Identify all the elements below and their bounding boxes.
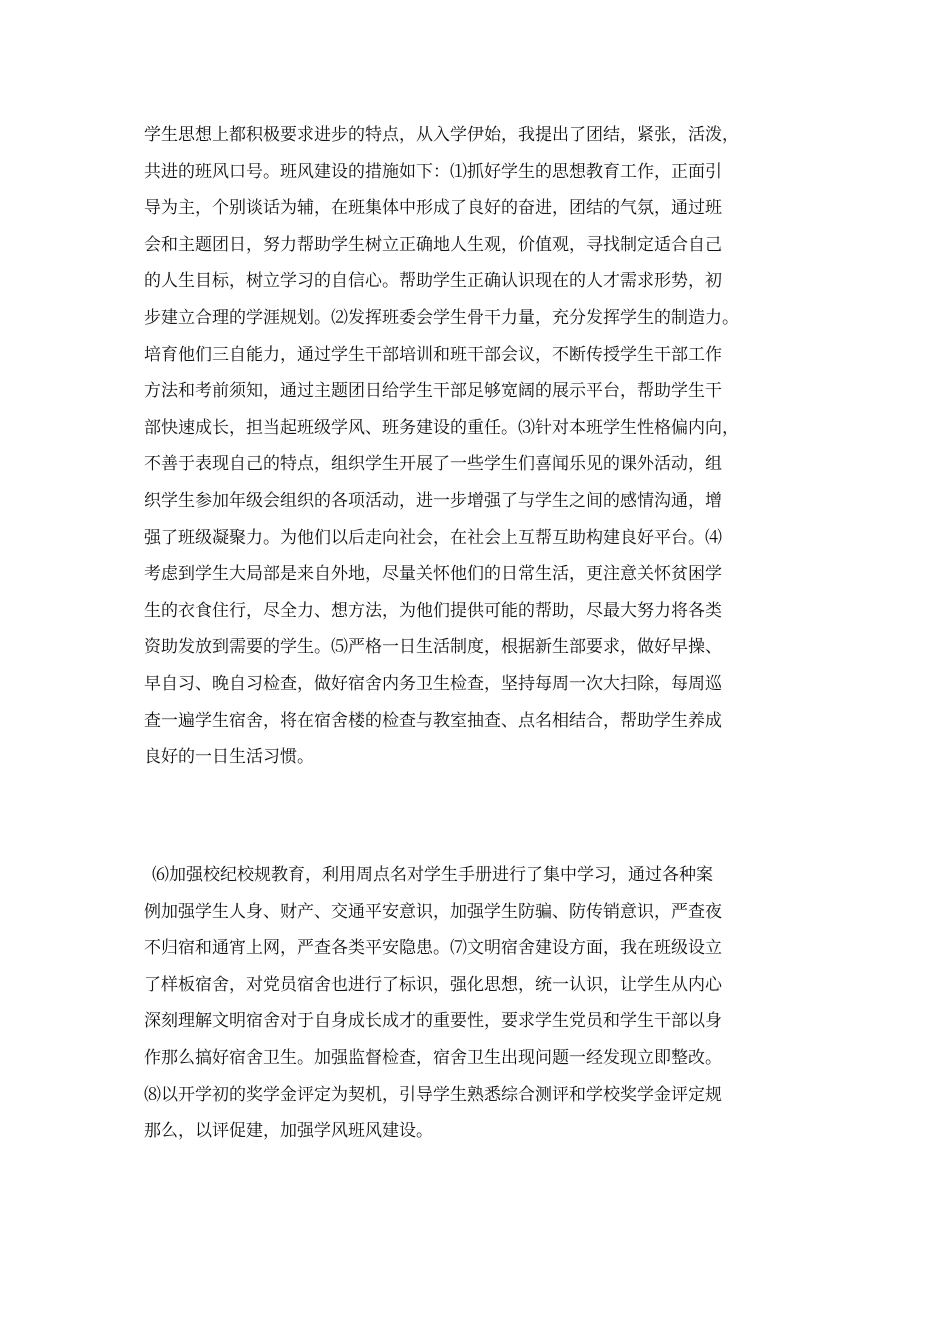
text-line: 不善于表现自己的特点，组织学生开展了一些学生们喜闻乐见的课外活动，组 <box>144 454 722 475</box>
text-line: 方法和考前须知，通过主题团日给学生干部足够宽阔的展示平台，帮助学生干 <box>144 381 722 402</box>
text-line: 考虑到学生大局部是来自外地，尽量关怀他们的日常生活，更注意关怀贫困学 <box>144 564 722 585</box>
text-line: 查一遍学生宿舍，将在宿舍楼的检查与教室抽查、点名相结合，帮助学生养成 <box>144 710 722 731</box>
text-line: ⑻以开学初的奖学金评定为契机，引导学生熟悉综合测评和学校奖学金评定规 <box>144 1084 722 1105</box>
text-line: 例加强学生人身、财产、交通平安意识，加强学生防骗、防传销意识，严查夜 <box>144 901 722 922</box>
text-line: 早自习、晚自习检查，做好宿舍内务卫生检查，坚持每周一次大扫除，每周巡 <box>144 673 722 694</box>
text-line: 步建立合理的学涯规划。⑵发挥班委会学生骨干力量，充分发挥学生的制造力。 <box>144 307 739 328</box>
text-line: 那么，以评促建，加强学风班风建设。 <box>144 1121 433 1142</box>
text-line: 了样板宿舍，对党员宿舍也进行了标识，强化思想，统一认识，让学生从内心 <box>144 974 722 995</box>
text-line: 不归宿和通宵上网，严查各类平安隐患。⑺文明宿舍建设方面，我在班级设立 <box>144 938 722 959</box>
text-line: 强了班级凝聚力。为他们以后走向社会，在社会上互帮互助构建良好平台。⑷ <box>144 527 722 548</box>
text-line: 共进的班风口号。班风建设的措施如下：⑴抓好学生的思想教育工作，正面引 <box>144 161 722 182</box>
text-line: 生的衣食住行，尽全力、想方法，为他们提供可能的帮助，尽最大努力将各类 <box>144 600 722 621</box>
text-line: ⑹加强校纪校规教育，利用周点名对学生手册进行了集中学习，通过各种案 <box>152 865 713 885</box>
text-line: 资助发放到需要的学生。⑸严格一日生活制度，根据新生部要求，做好早操、 <box>144 637 722 658</box>
text-line: 会和主题团日，努力帮助学生树立正确地人生观，价值观，寻找制定适合自己 <box>144 234 722 255</box>
text-line: 培育他们三自能力，通过学生干部培训和班干部会议，不断传授学生干部工作 <box>144 344 722 365</box>
paragraph-discipline-dormitory <box>144 857 804 1150</box>
text-line: 导为主，个别谈话为辅，在班集体中形成了良好的奋进，团结的气氛，通过班 <box>144 198 722 219</box>
text-line: 织学生参加年级会组织的各项活动，进一步增强了与学生之间的感情沟通，增 <box>144 490 722 511</box>
paragraph-class-style-measures <box>144 117 804 776</box>
text-line: 作那么搞好宿舍卫生。加强监督检查，宿舍卫生出现问题一经发现立即整改。 <box>144 1047 722 1068</box>
text-line: 部快速成长，担当起班级学风、班务建设的重任。⑶针对本班学生性格偏内向， <box>144 417 739 438</box>
text-line: 学生思想上都积极要求进步的特点，从入学伊始，我提出了团结，紧张，活泼， <box>144 125 739 145</box>
text-line: 深刻理解文明宿舍对于自身成长成才的重要性，要求学生党员和学生干部以身 <box>144 1011 722 1032</box>
text-line: 良好的一日生活习惯。 <box>144 747 314 768</box>
text-line: 的人生目标，树立学习的自信心。帮助学生正确认识现在的人才需求形势，初 <box>144 271 722 292</box>
